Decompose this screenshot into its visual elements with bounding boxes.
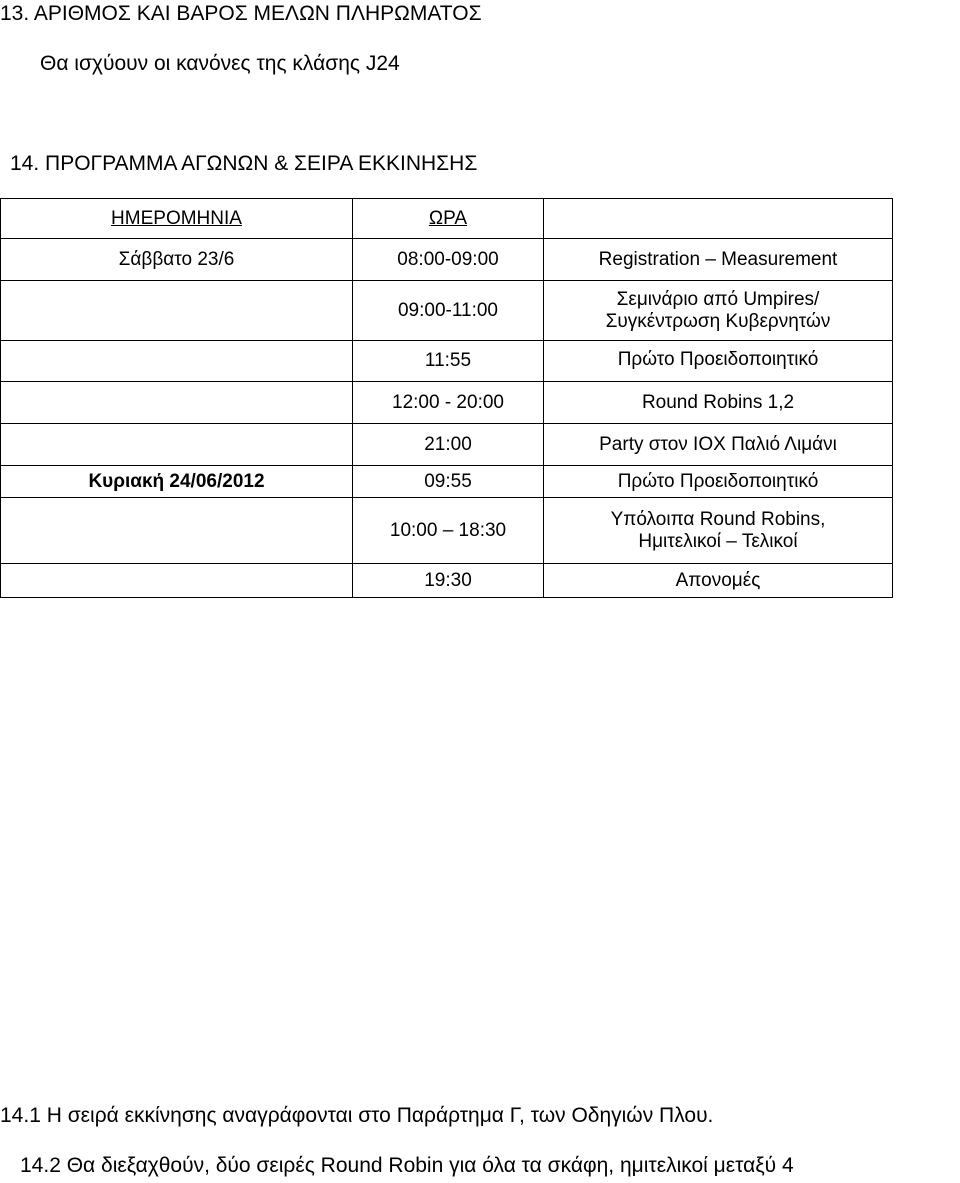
table-row <box>1 498 893 564</box>
row-event-line: Ημιτελικοί – Τελικοί <box>638 530 798 552</box>
table-row <box>1 281 893 341</box>
row-event <box>544 281 893 341</box>
row-event-line: Συγκέντρωση Κυβερνητών <box>605 310 831 332</box>
row-time: 11:55 <box>353 341 544 382</box>
table-row <box>1 424 893 466</box>
schedule-table <box>0 198 893 598</box>
row-event: Απονομές <box>544 564 893 598</box>
row-event-line: Σεμινάριο από Umpires/ <box>616 288 820 310</box>
row-date: Κυριακή 24/06/2012 <box>1 466 353 498</box>
row-time: 09:00-11:00 <box>353 281 544 341</box>
section-14-2-text: 14.2 Θα διεξαχθούν, δύο σειρές Round Robin για όλα τα σκάφη, ημιτελικοί μεταξύ 4 <box>20 1154 794 1177</box>
row-event: Registration – Measurement <box>544 239 893 281</box>
row-date <box>1 281 353 341</box>
header-date: ΗΜΕΡΟΜΗΝΙΑ <box>1 199 353 239</box>
row-time: 10:00 – 18:30 <box>353 498 544 564</box>
table-row <box>1 382 893 424</box>
row-event: Πρώτο Προειδοποιητικό <box>544 466 893 498</box>
row-event: Round Robins 1,2 <box>544 382 893 424</box>
row-date <box>1 424 353 466</box>
header-time: ΩΡΑ <box>353 199 544 239</box>
row-date <box>1 341 353 382</box>
row-time: 19:30 <box>353 564 544 598</box>
section-14-1-text: 14.1 Η σειρά εκκίνησης αναγράφονται στο Παράρτημα Γ, των Οδηγιών Πλου. <box>0 1104 714 1127</box>
row-time: 09:55 <box>353 466 544 498</box>
section-13-text: Θα ισχύουν οι κανόνες της κλάσης J24 <box>40 52 400 75</box>
row-event: Πρώτο Προειδοποιητικό <box>544 341 893 382</box>
section-13-heading: 13. ΑΡΙΘΜΟΣ ΚΑΙ ΒΑΡΟΣ ΜΕΛΩΝ ΠΛΗΡΩΜΑΤΟΣ <box>0 2 482 25</box>
table-row <box>1 564 893 598</box>
header-event <box>544 199 893 239</box>
row-date <box>1 564 353 598</box>
table-row <box>1 341 893 382</box>
row-date <box>1 382 353 424</box>
row-date <box>1 498 353 564</box>
row-event: Party στον ΙΟΧ Παλιό Λιμάνι <box>544 424 893 466</box>
table-row <box>1 466 893 498</box>
table-header-row <box>1 199 893 239</box>
row-time: 21:00 <box>353 424 544 466</box>
row-date: Σάββατο 23/6 <box>1 239 353 281</box>
row-event <box>544 498 893 564</box>
section-14-heading: 14. ΠΡΟΓΡΑΜΜΑ ΑΓΩΝΩΝ & ΣΕΙΡΑ ΕΚΚΙΝΗΣΗΣ <box>10 152 478 175</box>
row-time: 08:00-09:00 <box>353 239 544 281</box>
row-event-line: Υπόλοιπα Round Robins, <box>610 508 826 530</box>
table-row <box>1 239 893 281</box>
row-time: 12:00 - 20:00 <box>353 382 544 424</box>
